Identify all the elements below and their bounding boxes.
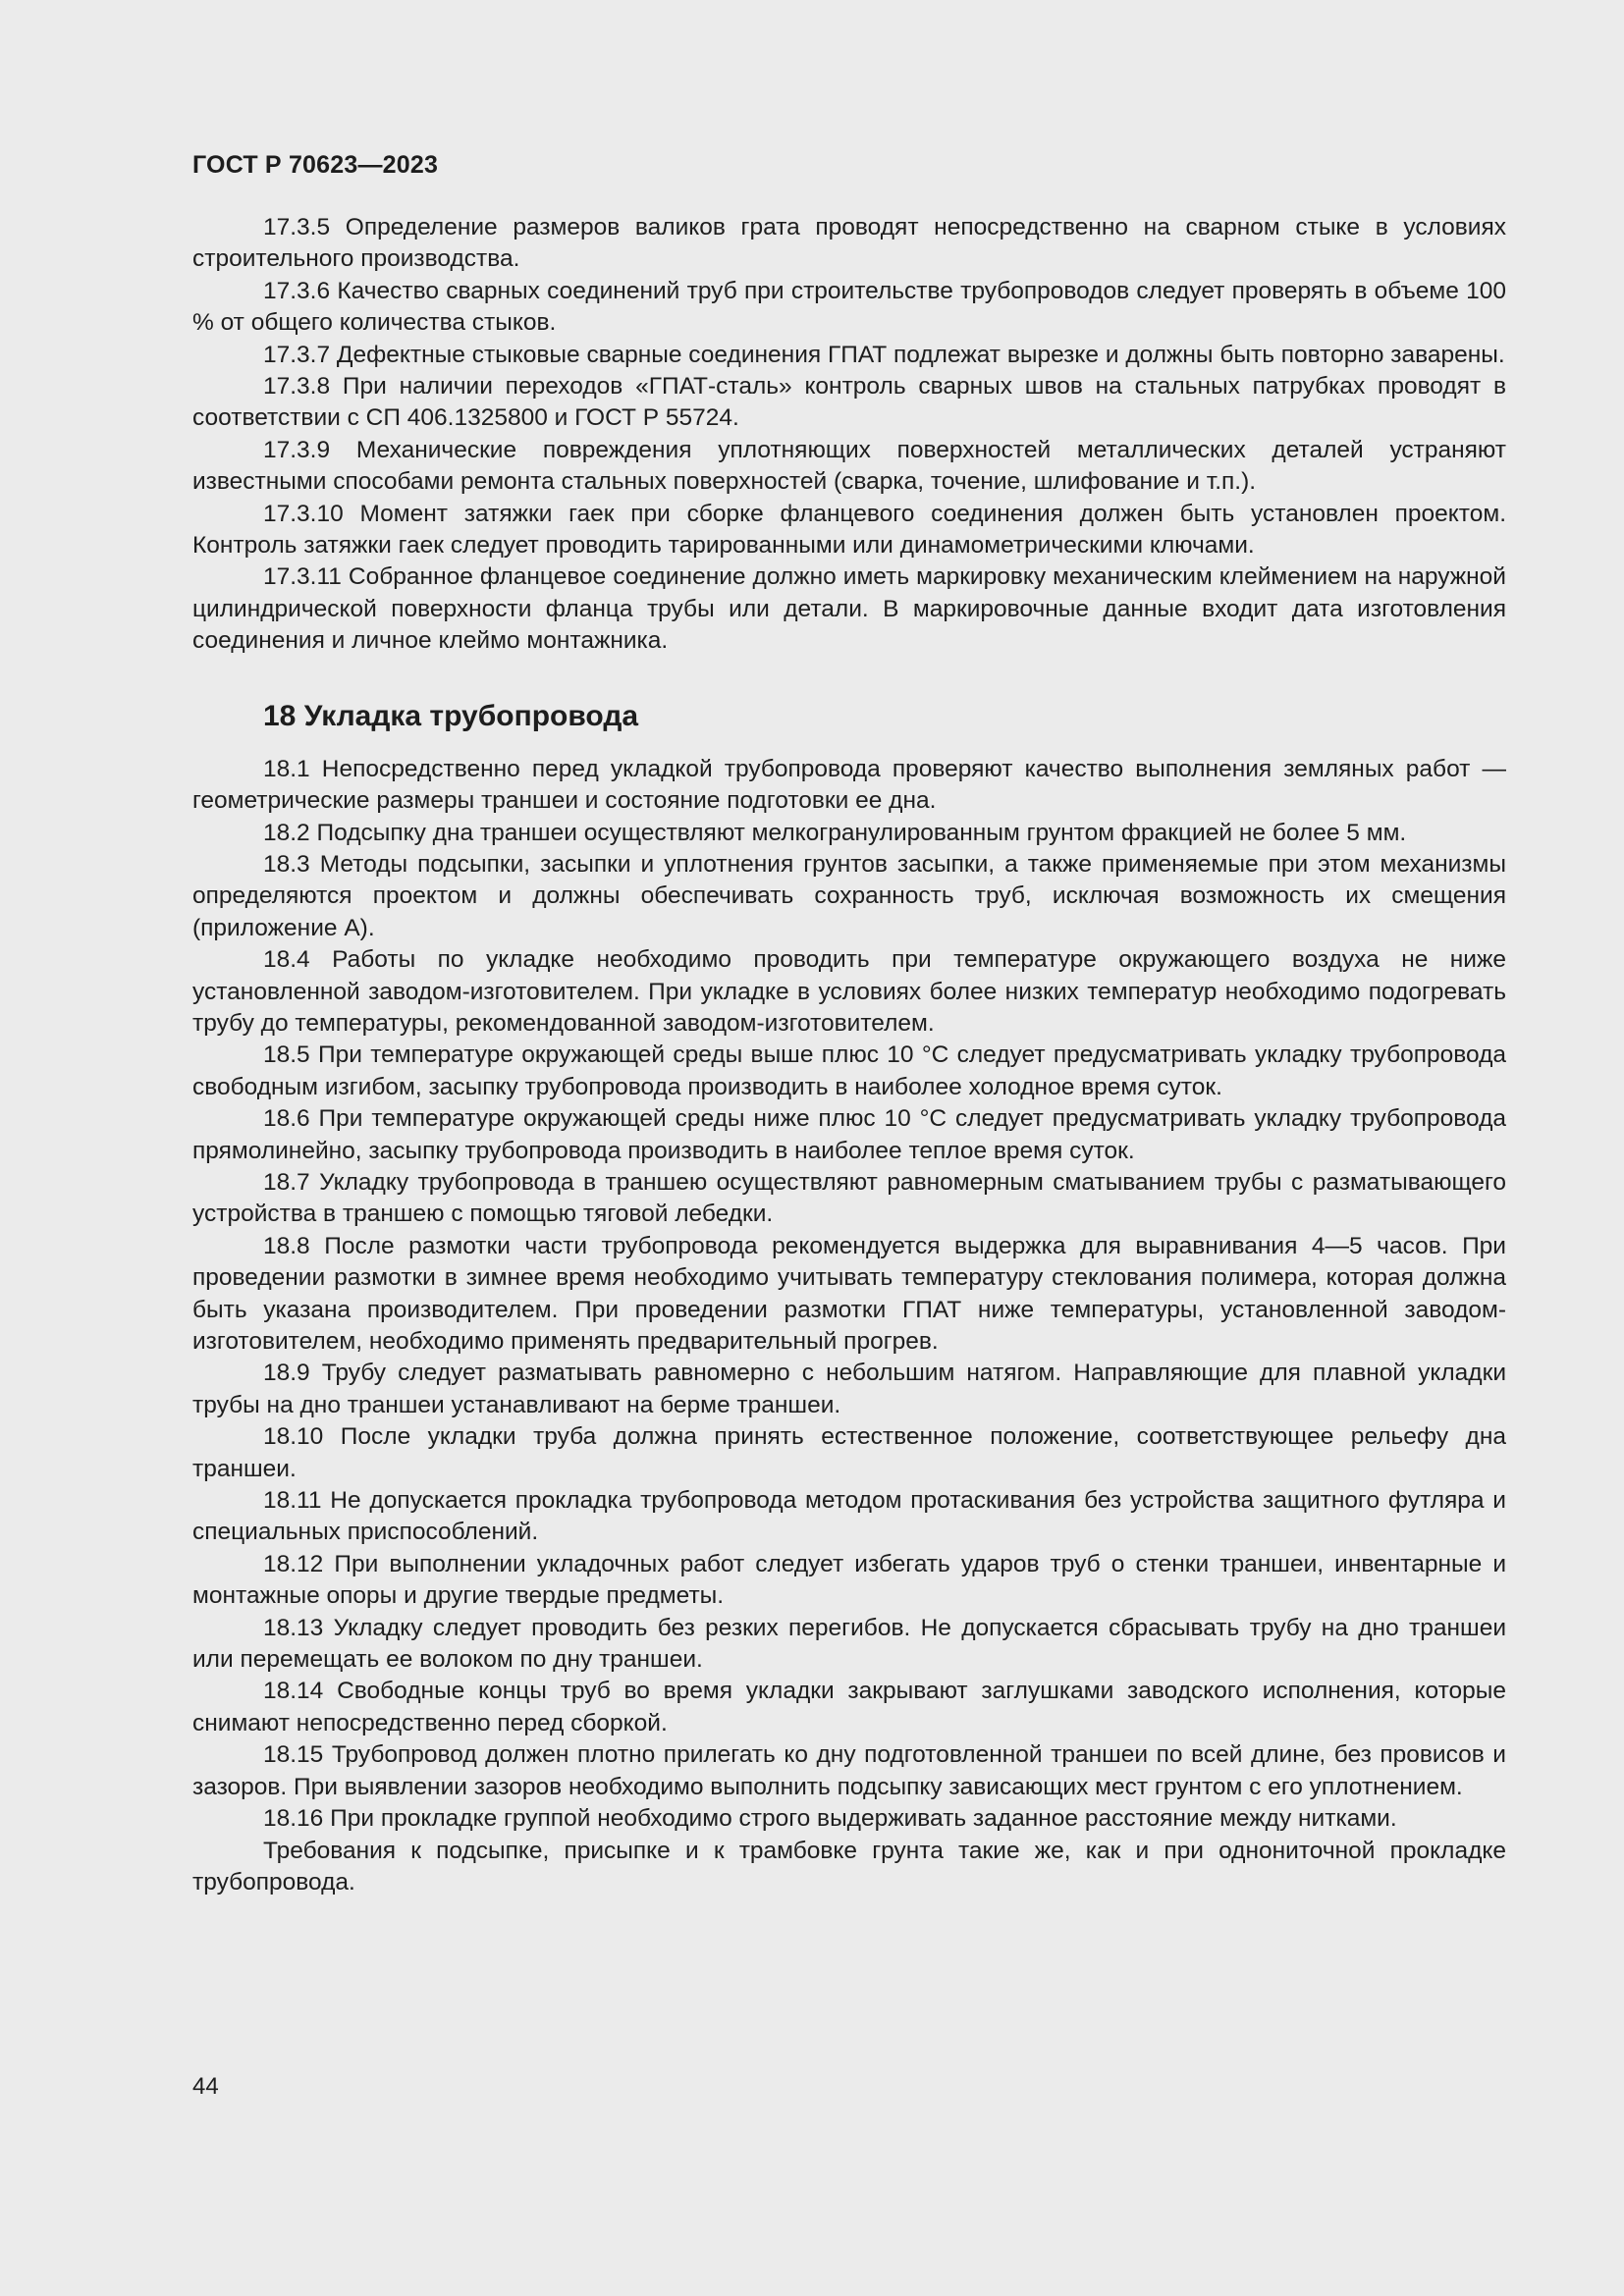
paragraph-18-3: 18.3 Методы подсыпки, засыпки и уплотнения грунтов засыпки, а также применяемые при этом механизмы определяются проектом и должны обеспечивать сохранность труб, исключая возможность их смещения (приложение А). bbox=[192, 850, 1506, 941]
section-18-body bbox=[192, 754, 1506, 1899]
paragraph-18-8: 18.8 После размотки части трубопровода рекомендуется выдержка для выравнивания 4—5 часов. При проведении размотки в зимнее время необходимо учитывать температуру стеклования полимера, которая должна быть указана производителем. При проведении размотки ГПАТ ниже температуры, установленной заводом-изготовителем, необходимо применять предварительный прогрев. bbox=[192, 1232, 1506, 1355]
paragraph-18-6: 18.6 При температуре окружающей среды ниже плюс 10 °С следует предусматривать укладку трубопровода прямолинейно, засыпку трубопровода производить в наиболее теплое время суток. bbox=[192, 1105, 1506, 1164]
paragraph-18-13: 18.13 Укладку следует проводить без резких перегибов. Не допускается сбрасывать трубу на дно траншеи или перемещать ее волоком по дну траншеи. bbox=[192, 1614, 1506, 1674]
paragraph-17-3-10: 17.3.10 Момент затяжки гаек при сборке фланцевого соединения должен быть установлен проектом. Контроль затяжки гаек следует проводить тарированными или динамометрическими ключами. bbox=[192, 500, 1506, 560]
paragraph-17-3-7: 17.3.7 Дефектные стыковые сварные соединения ГПАТ подлежат вырезке и должны быть повторно заварены. bbox=[263, 341, 1505, 368]
section-17-3-body bbox=[192, 212, 1506, 658]
paragraph-17-3-5: 17.3.5 Определение размеров валиков грата проводят непосредственно на сварном стыке в условиях строительного производства. bbox=[192, 214, 1506, 273]
paragraph-18-16-continuation: Требования к подсыпке, присыпке и к трамбовке грунта такие же, как и при однониточной прокладке трубопровода. bbox=[192, 1837, 1506, 1896]
paragraph-18-4: 18.4 Работы по укладке необходимо проводить при температуре окружающего воздуха не ниже установленной заводом-изготовителем. При укладке в условиях более низких температур необходимо подогревать трубу до температуры, рекомендованной заводом-изготовителем. bbox=[192, 946, 1506, 1037]
page-number: 44 bbox=[192, 2073, 219, 2100]
paragraph-18-15: 18.15 Трубопровод должен плотно прилегать ко дну подготовленной траншеи по всей длине, без провисов и зазоров. При выявлении зазоров необходимо выполнить подсыпку зависающих мест грунтом с его уплотнением. bbox=[192, 1741, 1506, 1800]
paragraph-17-3-8: 17.3.8 При наличии переходов «ГПАТ-сталь» контроль сварных швов на стальных патрубках проводят в соответствии с СП 406.1325800 и ГОСТ Р 55724. bbox=[192, 373, 1506, 432]
paragraph-18-7: 18.7 Укладку трубопровода в траншею осуществляют равномерным сматыванием трубы с разматывающего устройства в траншею с помощью тяговой лебедки. bbox=[192, 1168, 1506, 1228]
paragraph-18-1: 18.1 Непосредственно перед укладкой трубопровода проверяют качество выполнения земляных работ — геометрические размеры траншеи и состояние подготовки ее дна. bbox=[192, 755, 1506, 815]
paragraph-18-11: 18.11 Не допускается прокладка трубопровода методом протаскивания без устройства защитного футляра и специальных приспособлений. bbox=[192, 1487, 1506, 1546]
paragraph-18-16: 18.16 При прокладке группой необходимо строго выдерживать заданное расстояние между нитками. bbox=[263, 1805, 1397, 1833]
paragraph-18-9: 18.9 Трубу следует разматывать равномерно с небольшим натягом. Направляющие для плавной укладки трубы на дно траншеи устанавливают на берме траншеи. bbox=[192, 1360, 1506, 1418]
document-header: ГОСТ Р 70623—2023 bbox=[192, 151, 439, 179]
paragraph-18-5: 18.5 При температуре окружающей среды выше плюс 10 °С следует предусматривать укладку трубопровода свободным изгибом, засыпку трубопровода производить в наиболее холодное время суток. bbox=[192, 1041, 1506, 1100]
paragraph-17-3-6: 17.3.6 Качество сварных соединений труб при строительстве трубопроводов следует проверять в объеме 100 % от общего количества стыков. bbox=[192, 277, 1506, 337]
paragraph-17-3-9: 17.3.9 Механические повреждения уплотняющих поверхностей металлических деталей устраняют известными способами ремонта стальных поверхностей (сварка, точение, шлифование и т.п.). bbox=[192, 436, 1506, 496]
paragraph-18-14: 18.14 Свободные концы труб во время укладки закрывают заглушками заводского исполнения, которые снимают непосредственно перед сборкой. bbox=[192, 1678, 1506, 1736]
paragraph-18-10: 18.10 После укладки труба должна принять естественное положение, соответствующее рельефу дна траншеи. bbox=[192, 1423, 1506, 1482]
paragraph-17-3-11: 17.3.11 Собранное фланцевое соединение должно иметь маркировку механическим клеймением на наружной цилиндрической поверхности фланца трубы или детали. В маркировочные данные входит дата изготовления соединения и личное клеймо монтажника. bbox=[192, 563, 1506, 655]
section-18-heading: 18 Укладка трубопровода bbox=[263, 699, 639, 732]
document-page bbox=[192, 145, 1506, 1898]
paragraph-18-2: 18.2 Подсыпку дна траншеи осуществляют мелкогранулированным грунтом фракцией не более 5 мм. bbox=[263, 819, 1407, 846]
paragraph-18-12: 18.12 При выполнении укладочных работ следует избегать ударов труб о стенки траншеи, инвентарные и монтажные опоры и другие твердые предметы. bbox=[192, 1550, 1506, 1610]
